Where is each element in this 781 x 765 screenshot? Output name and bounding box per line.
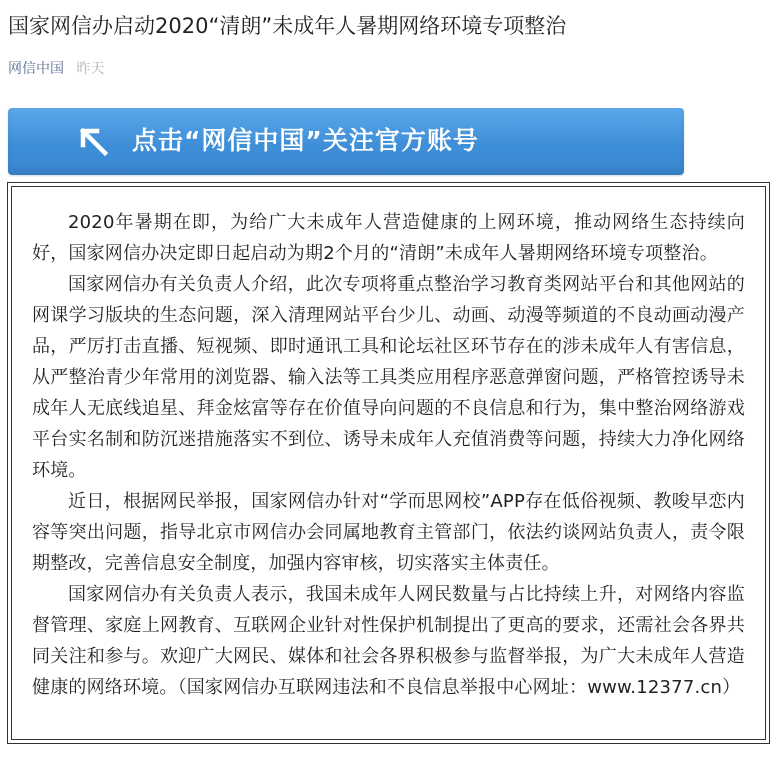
publish-date: 昨天 (76, 61, 105, 77)
body-paragraph: 国家网信办有关负责人介绍，此次专项将重点整治学习教育类网站平台和其他网站的网课学习版块的生态问题，深入清理网站平台少儿、动画、动漫等频道的不良动画动漫产品，严厉打击直播、短视频、即时通讯工具和论坛社区环节存在的涉未成年人有害信息，从严整治青少年常用的浏览器、输入法等工具类应用程序恶意弹窗问题，严格管控诱导未成年人无底线追星、拜金炫富等存在价值导向问题的不良信息和行为，集中整治网络游戏平台实名制和防沉迷措施落实不到位、诱导未成年人充值消费等问题，持续大力净化网络环境。 (32, 274, 745, 481)
follow-banner-label: 点击“网信中国”关注官方账号 (132, 126, 479, 155)
follow-account-banner[interactable] (8, 108, 684, 175)
body-paragraph: 2020年暑期在即，为给广大未成年人营造健康的上网环境，推动网络生态持续向好，国家网信办决定即日起启动为期2个月的“清朗”未成年人暑期网络环境专项整治。 (32, 212, 745, 264)
article-meta (8, 58, 104, 78)
article-body-frame (7, 182, 770, 744)
article-body (11, 186, 766, 740)
arrow-up-left-icon (76, 124, 112, 160)
body-paragraph: 近日，根据网民举报，国家网信办针对“学而思网校”APP存在低俗视频、教唆早恋内容等突出问题，指导北京市网信办会同属地教育主管部门，依法约谈网站负责人，责令限期整改，完善信息安全制度，加强内容审核，切实落实主体责任。 (32, 491, 745, 574)
article-title: 国家网信办启动2020“清朗”未成年人暑期网络环境专项整治 (8, 14, 567, 38)
source-account-link[interactable]: 网信中国 (8, 61, 64, 77)
body-paragraph: 国家网信办有关负责人表示，我国未成年人网民数量与占比持续上升，对网络内容监督管理、家庭上网教育、互联网企业针对性保护机制提出了更高的要求，还需社会各界共同关注和参与。欢迎广大网民、媒体和社会各界积极参与监督举报，为广大未成年人营造健康的网络环境。（国家网信办互联网违法和不良信息举报中心网址：www.12377.cn） (32, 584, 745, 698)
